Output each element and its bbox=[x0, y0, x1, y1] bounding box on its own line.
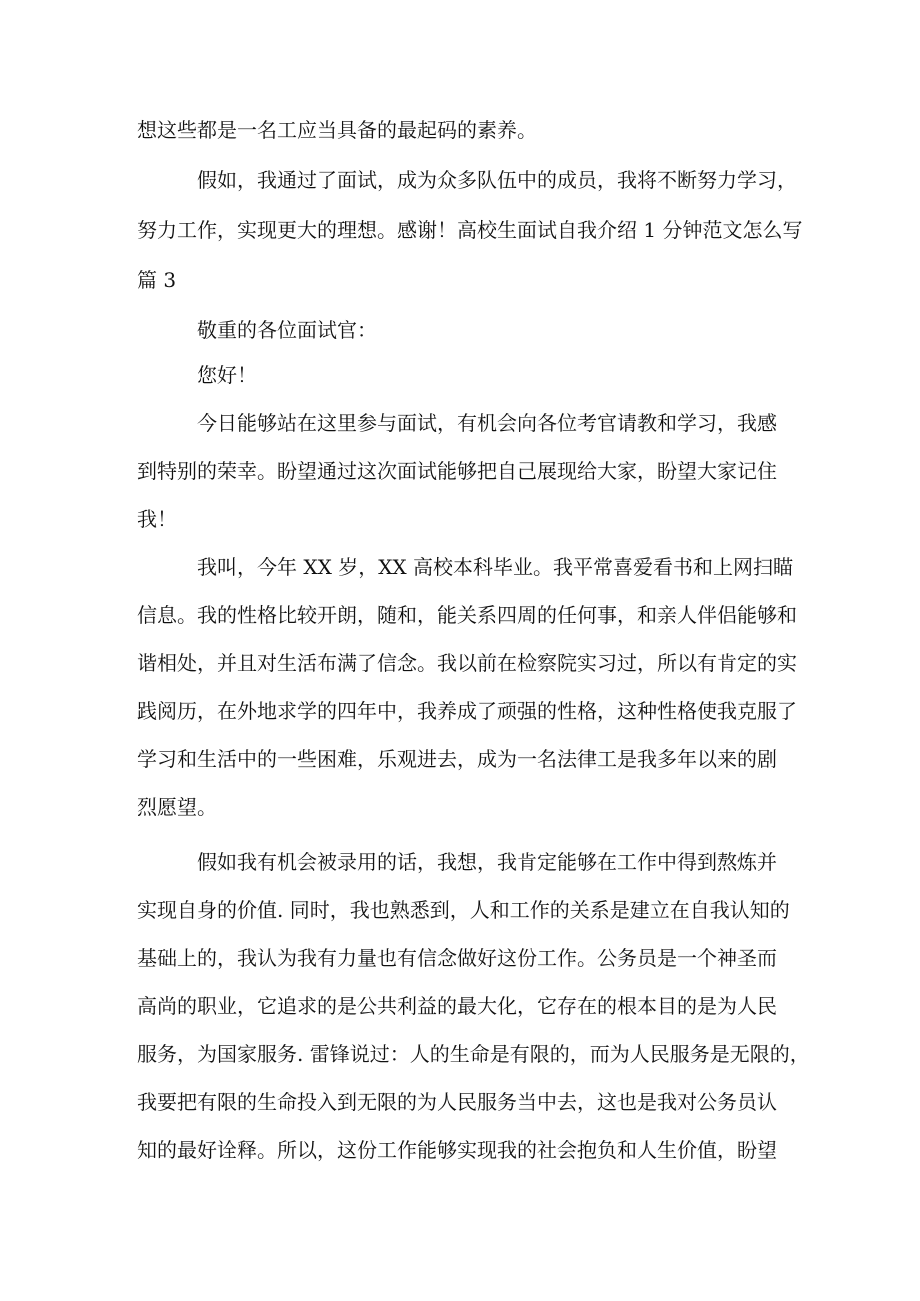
salutation-line: 敬重的各位面试官： bbox=[197, 318, 377, 342]
text-line: 努力工作，实现更大的理想。感谢！高校生面试自我介绍 1 分钟范文怎么写 bbox=[137, 218, 803, 242]
text-line: 基础上的，我认为我有力量也有信念做好这份工作。公务员是一个神圣而 bbox=[137, 946, 777, 970]
text-line: 烈愿望。 bbox=[137, 795, 217, 819]
text-line: 今日能够站在这里参与面试，有机会向各位考官请教和学习，我感 bbox=[197, 411, 777, 435]
text-line: 假如，我通过了面试，成为众多队伍中的成员，我将不断努力学习， bbox=[197, 168, 797, 192]
text-line: 服务，为国家服务. 雷锋说过：人的生命是有限的，而为人民服务是无限的， bbox=[137, 1042, 810, 1066]
text-line: 信息。我的性格比较开朗，随和，能关系四周的任何事，和亲人伴侣能够和 bbox=[137, 603, 797, 627]
text-line: 到特别的荣幸。盼望通过这次面试能够把自己展现给大家，盼望大家记住 bbox=[137, 459, 777, 483]
text-line: 实现自身的价值. 同时，我也熟悉到，人和工作的关系是建立在自我认知的 bbox=[137, 898, 790, 922]
text-line: 我！ bbox=[137, 507, 177, 531]
text-line: 知的最好诠释。所以，这份工作能够实现我的社会抱负和人生价值，盼望 bbox=[137, 1138, 777, 1162]
text-line: 我叫，今年 XX 岁，XX 高校本科毕业。我平常喜爱看书和上网扫瞄 bbox=[197, 555, 794, 579]
text-line: 学习和生活中的一些困难，乐观进去，成为一名法律工是我多年以来的剧 bbox=[137, 747, 777, 771]
text-line: 谐相处，并且对生活布满了信念。我以前在检察院实习过，所以有肯定的实 bbox=[137, 651, 797, 675]
greeting-line: 您好！ bbox=[197, 363, 257, 387]
text-line: 想这些都是一名工应当具备的最起码的素养。 bbox=[137, 118, 537, 142]
text-line: 高尚的职业，它追求的是公共利益的最大化，它存在的根本目的是为人民 bbox=[137, 994, 777, 1018]
text-line: 假如我有机会被录用的话，我想，我肯定能够在工作中得到熬炼并 bbox=[197, 850, 777, 874]
text-line: 我要把有限的生命投入到无限的为人民服务当中去，这也是我对公务员认 bbox=[137, 1090, 777, 1114]
text-line: 篇 3 bbox=[137, 268, 177, 292]
text-line: 践阅历，在外地求学的四年中，我养成了顽强的性格，这种性格使我克服了 bbox=[137, 699, 797, 723]
